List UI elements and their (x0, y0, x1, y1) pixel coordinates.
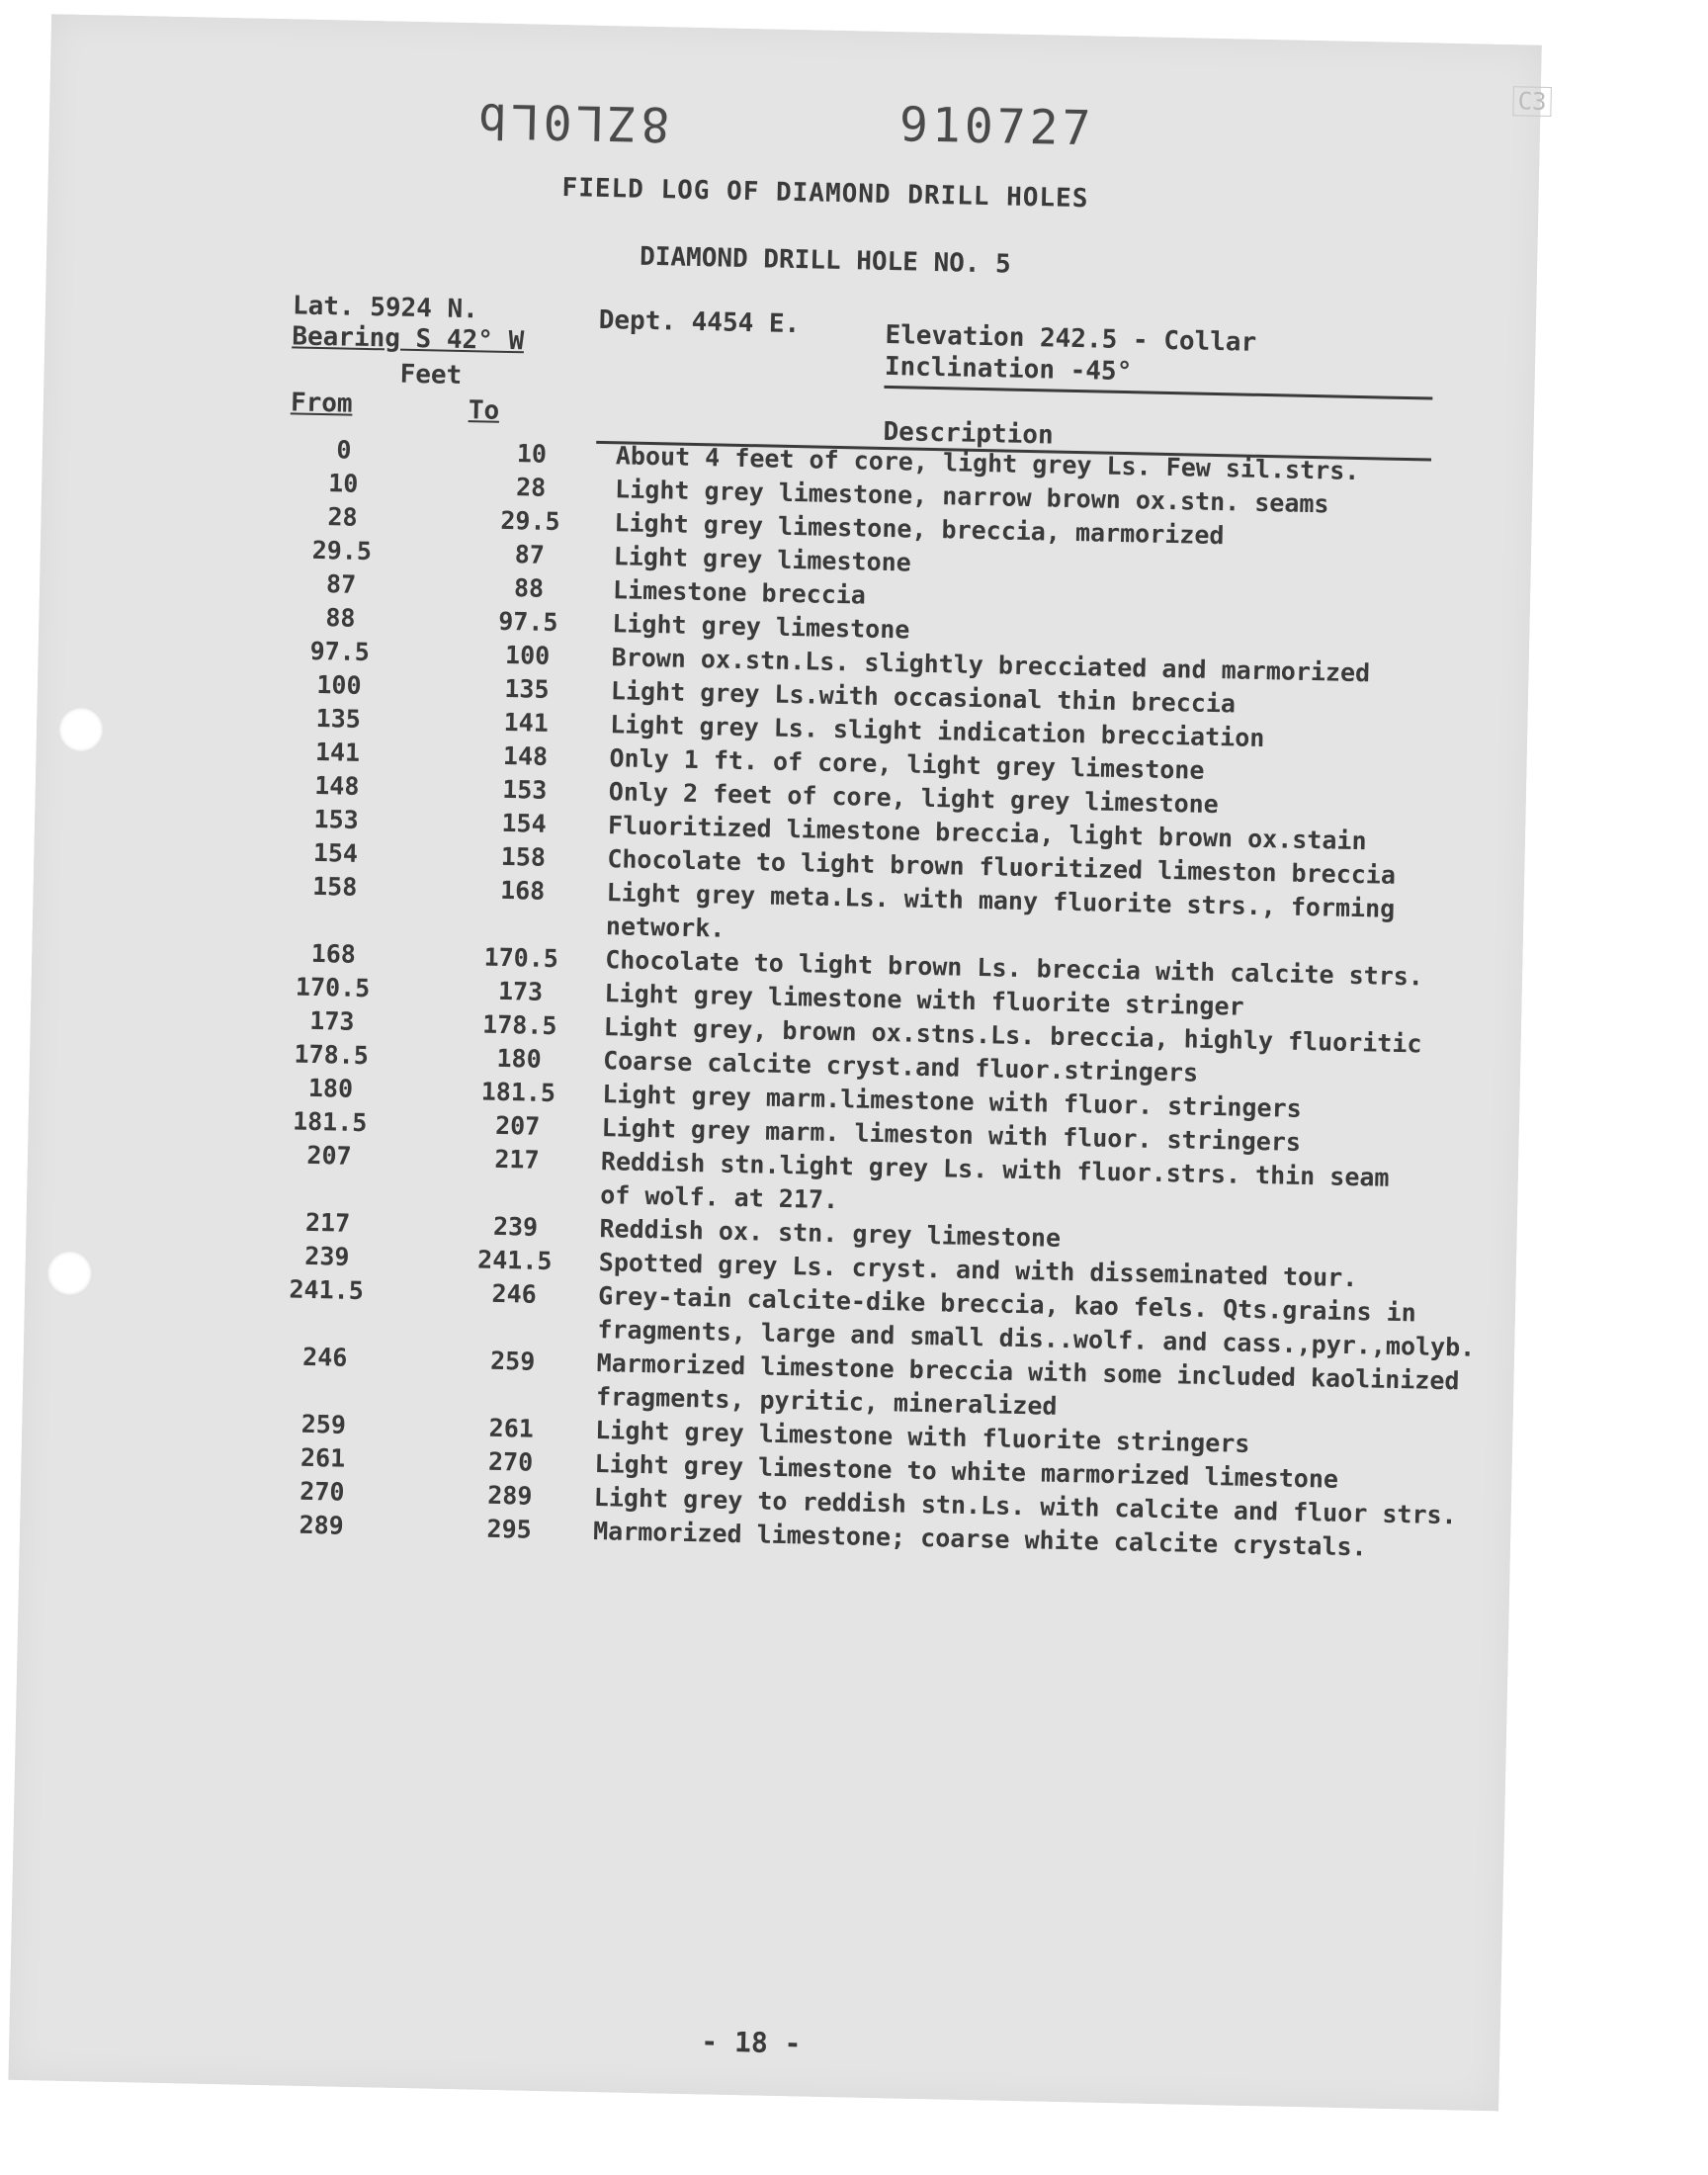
from-depth: 87 (325, 569, 357, 599)
to-depth: 148 (502, 740, 549, 771)
description: Light grey to reddish stn.Ls. with calcite and fluor strs. (593, 1483, 1457, 1530)
to-depth: 259 (489, 1346, 536, 1376)
elevation: Elevation 242.5 - Collar (885, 319, 1257, 358)
from-depth: 158 (311, 871, 358, 902)
to-depth: 241.5 (476, 1245, 553, 1276)
description: Chocolate to light brown Ls. breccia with calcite strs. (604, 945, 1424, 992)
from-depth: 97.5 (309, 636, 371, 667)
description: Light grey limestone (613, 542, 912, 577)
to-depth: 180 (496, 1043, 543, 1074)
from-depth: 170.5 (295, 972, 371, 1003)
from-depth: 178.5 (294, 1039, 370, 1071)
to-depth: 246 (491, 1278, 538, 1309)
from-depth: 10 (327, 469, 359, 498)
from-depth: 141 (314, 737, 361, 767)
to-depth: 10 (516, 439, 548, 469)
from-depth: 29.5 (311, 535, 373, 566)
from-depth: 270 (299, 1476, 345, 1507)
to-depth: 154 (501, 808, 548, 838)
to-depth: 261 (488, 1413, 535, 1443)
to-depth: 181.5 (480, 1077, 556, 1108)
from-depth: 261 (299, 1442, 346, 1473)
to-depth: 239 (492, 1211, 539, 1242)
to-depth: 97.5 (497, 606, 558, 638)
description: Spotted grey Ls. cryst. and with disseminated tour. (598, 1248, 1358, 1293)
from-column-header: From (290, 388, 353, 419)
stamp-number-inverted: 8ZL0Lb (473, 92, 670, 152)
to-depth: 270 (487, 1446, 534, 1477)
description: Brown ox.stn.Ls. slightly brecciated and marmorized (611, 643, 1371, 688)
description: Light grey Ls.with occasional thin breccia (610, 676, 1237, 719)
description: Light grey limestone to white marmorized limestone (594, 1449, 1339, 1494)
from-depth: 181.5 (292, 1106, 368, 1138)
description: Light grey limestone with fluorite stringer (604, 979, 1244, 1021)
punch-hole (46, 1250, 93, 1296)
drill-log-table (262, 432, 1540, 1567)
bearing: Bearing S 42° W (292, 321, 525, 357)
to-column-header: To (468, 395, 500, 426)
to-depth: 135 (504, 673, 550, 704)
to-depth: 178.5 (481, 1009, 557, 1041)
departure: Dept. 4454 E. (598, 304, 801, 340)
description-column-header: Description (883, 416, 1054, 451)
corner-mark: C3 (1512, 86, 1552, 117)
to-depth: 29.5 (500, 505, 560, 537)
page-number: - 18 - (701, 2025, 802, 2060)
to-depth: 28 (515, 473, 547, 502)
to-depth: 168 (499, 875, 546, 906)
description: Marmorized limestone; coarse white calcite crystals. (592, 1517, 1367, 1562)
from-depth: 148 (314, 770, 360, 801)
from-depth: 207 (306, 1140, 352, 1171)
from-depth: 168 (310, 938, 357, 969)
description: Fluoritized limestone breccia, light brown ox.stain (607, 811, 1367, 856)
to-depth: 295 (486, 1514, 533, 1544)
to-depth: 173 (497, 976, 544, 1006)
from-depth: 0 (336, 435, 352, 465)
to-depth: 158 (500, 841, 547, 872)
hole-number: DIAMOND DRILL HOLE NO. 5 (639, 241, 1012, 280)
description: Chocolate to light brown fluoritized limeston breccia (607, 844, 1397, 890)
description: Reddish stn.light grey Ls. with fluor.strs. thin seam of wolf. at 217. (599, 1147, 1390, 1215)
from-depth: 28 (327, 502, 358, 532)
description: Light grey limestone, breccia, marmorized (614, 508, 1225, 551)
punch-hole (58, 707, 105, 753)
from-depth: 100 (316, 669, 362, 700)
from-depth: 217 (304, 1207, 351, 1238)
description: Coarse calcite cryst.and fluor.stringers (602, 1046, 1199, 1088)
to-depth: 207 (494, 1110, 541, 1141)
from-depth: 154 (312, 837, 359, 868)
to-depth: 289 (487, 1480, 533, 1511)
to-depth: 153 (501, 774, 548, 805)
from-depth: 246 (301, 1342, 348, 1372)
to-depth: 88 (513, 573, 545, 603)
to-depth: 87 (514, 540, 546, 569)
to-depth: 141 (503, 707, 550, 738)
description: Light grey marm.limestone with fluor. stringers (602, 1080, 1302, 1123)
description: Only 2 feet of core, light grey limestone (608, 777, 1220, 820)
from-depth: 239 (304, 1241, 350, 1271)
from-depth: 88 (325, 603, 356, 633)
from-depth: 289 (299, 1510, 345, 1540)
latitude: Lat. 5924 N. (292, 291, 479, 325)
to-depth: 100 (504, 640, 551, 670)
inclination: Inclination -45° (884, 351, 1133, 388)
description: Light grey marm. limeston with fluor. stringers (601, 1113, 1302, 1157)
to-depth: 170.5 (483, 942, 559, 974)
description: Marmorized limestone breccia with some included kaolinized fragments, pyritic, mineralized (595, 1348, 1460, 1421)
stamp-document-number: 910727 (898, 97, 1095, 157)
from-depth: 153 (313, 804, 360, 834)
from-depth: 180 (307, 1073, 354, 1103)
from-depth: 241.5 (289, 1274, 365, 1306)
description: Only 1 ft. of core, light grey limestone (609, 743, 1205, 785)
document-title: FIELD LOG OF DIAMOND DRILL HOLES (561, 173, 1089, 215)
description: About 4 feet of core, light grey Ls. Few sil.strs. (615, 441, 1360, 486)
feet-label: Feet (399, 359, 463, 391)
header-rule (884, 386, 1432, 400)
description: Reddish ox. stn. grey limestone (599, 1214, 1062, 1253)
from-depth: 173 (309, 1005, 355, 1036)
description: Light grey meta.Ls. with many fluorite strs., forming network. (605, 878, 1396, 943)
description: Limestone breccia (612, 575, 867, 610)
from-depth: 135 (315, 703, 362, 734)
description: Light grey Ls. slight indication brecciation (609, 710, 1265, 753)
description: Light grey limestone (612, 609, 910, 645)
description: Light grey limestone, narrow brown ox.stn. seams (614, 475, 1329, 519)
description: Light grey, brown ox.stns.Ls. breccia, highly fluoritic (603, 1012, 1422, 1059)
from-depth: 259 (300, 1409, 347, 1439)
description: Light grey limestone with fluorite stringers (594, 1416, 1250, 1458)
document-page (8, 14, 1547, 2111)
to-depth: 217 (494, 1144, 540, 1174)
description: Grey-tain calcite-dike breccia, kao fels. Qts.grains in fragments, large and small dis..wolf. and cass.,pyr.,molyb. (597, 1281, 1476, 1362)
